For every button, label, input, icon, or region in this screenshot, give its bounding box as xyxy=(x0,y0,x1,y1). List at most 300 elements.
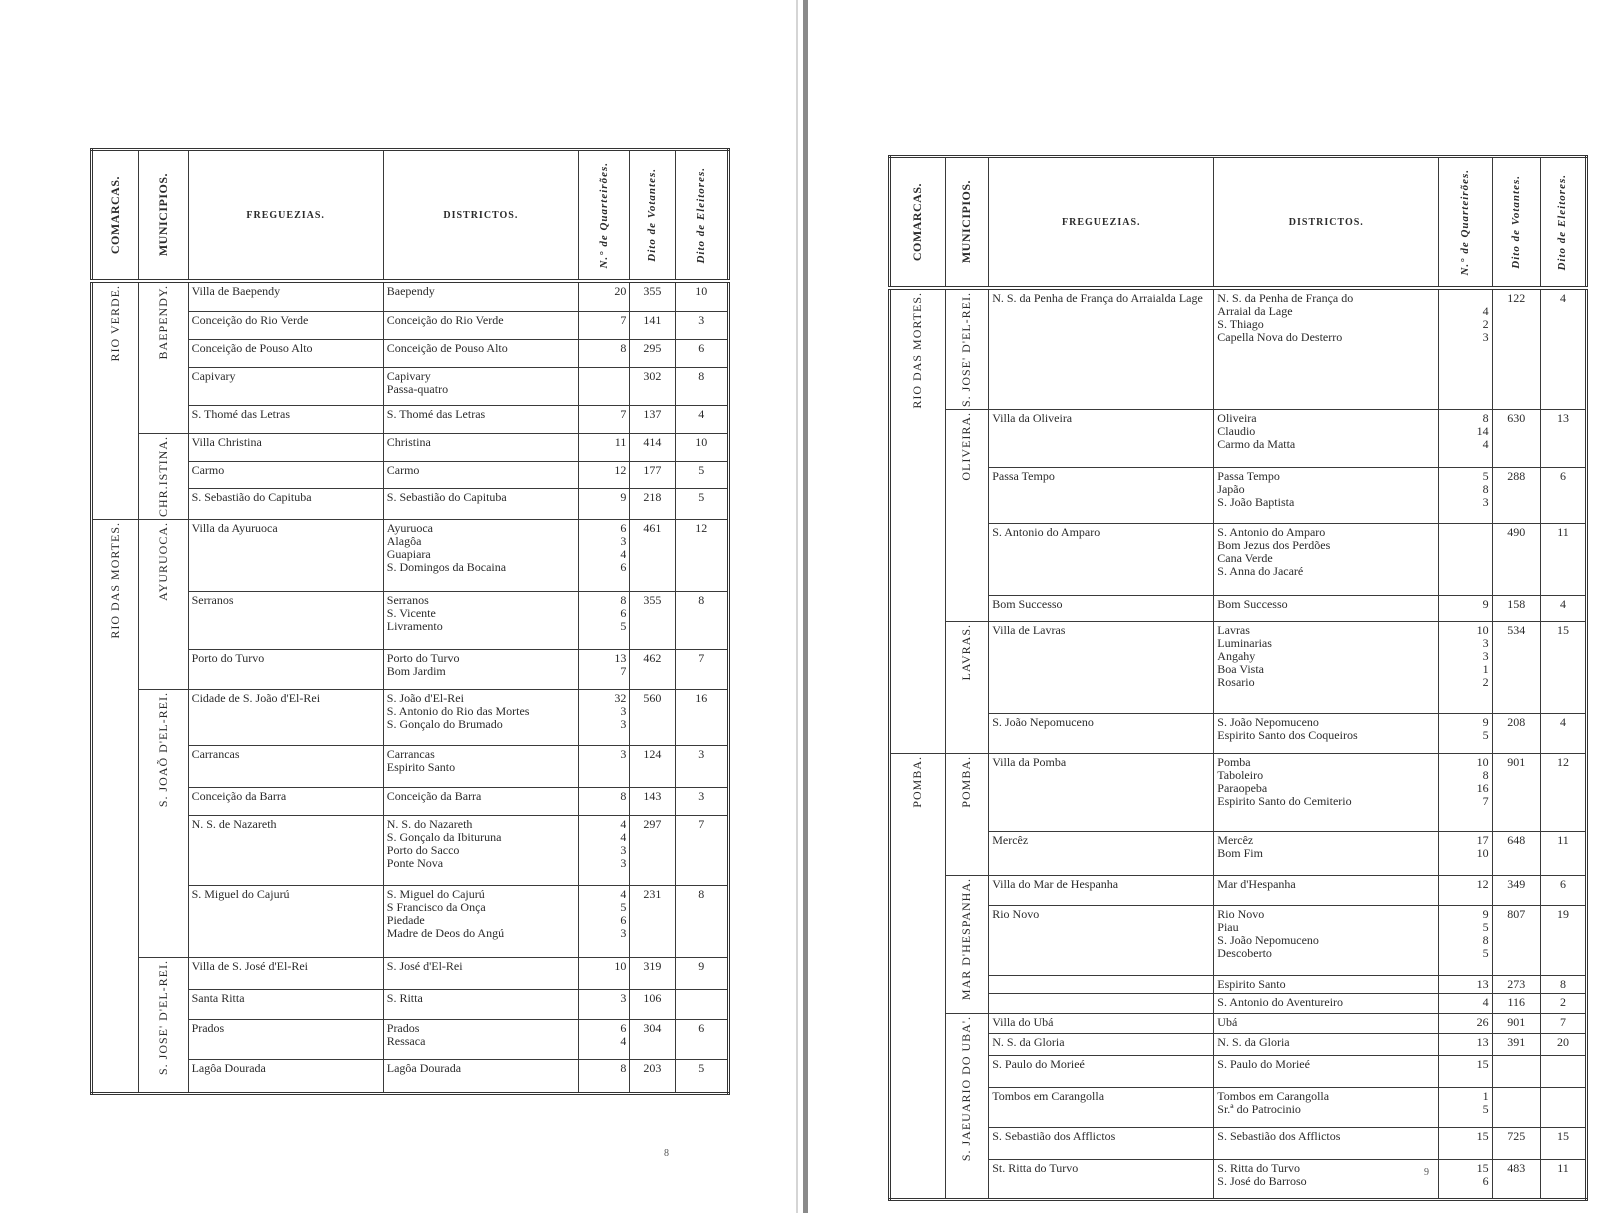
freguezia-name: Villa do Mar de Hespanha xyxy=(992,877,1119,891)
quarteiroes-header: N.° de Quarteirões. xyxy=(578,150,629,282)
quarteiroes-cell xyxy=(1439,1160,1492,1200)
districto-name: Angahy xyxy=(1217,650,1256,663)
table-row xyxy=(92,689,729,745)
comarca-label: POMBA. xyxy=(910,756,925,808)
quarteiroes-cell xyxy=(1439,976,1492,994)
votantes-cell: 218 xyxy=(630,488,675,519)
districto-name: Carrancas xyxy=(386,747,435,761)
eleitores-cell: 5 xyxy=(675,462,728,489)
votantes-cell xyxy=(1492,1088,1540,1128)
table-row xyxy=(92,519,729,591)
districtos-cell xyxy=(383,815,578,885)
freguezia-name: Passa Tempo xyxy=(992,469,1055,483)
freguezia-cell xyxy=(989,410,1214,468)
freguezia-cell xyxy=(188,405,383,433)
quarteiroes-value: 7 xyxy=(620,313,627,327)
freguezia-name: Santa Ritta xyxy=(191,990,245,1005)
quarteiroes-value: 26 xyxy=(1476,1016,1489,1029)
votantes-cell: 295 xyxy=(630,339,675,367)
table-row xyxy=(92,957,729,989)
districtos-cell xyxy=(1214,906,1439,976)
table-row xyxy=(890,1088,1587,1128)
freguezia-name: Porto do Turvo xyxy=(191,650,265,665)
quarteiroes-value: 4 xyxy=(620,547,627,561)
municipio-label: S. JAEUARIO DO UBA'. xyxy=(959,1016,974,1162)
eleitores-cell: 8 xyxy=(1540,976,1586,994)
districto-name: Lavras xyxy=(1217,624,1250,637)
municipio-label: OLIVEIRA. xyxy=(959,412,974,481)
table-row xyxy=(890,714,1587,754)
freguezia-cell xyxy=(188,339,383,367)
districto-name: Alagôa xyxy=(386,534,422,548)
right-header-row xyxy=(890,157,1587,289)
left-ledger-body xyxy=(92,281,729,1093)
quarteiroes-cell xyxy=(1439,754,1492,832)
districtos-header: DISTRICTOS. xyxy=(1214,157,1439,289)
right-page xyxy=(888,155,1588,1188)
freguezia-cell xyxy=(989,288,1214,410)
table-row xyxy=(890,1160,1587,1200)
votantes-cell: 461 xyxy=(630,519,675,591)
table-row xyxy=(890,1014,1587,1034)
districto-name: Japão xyxy=(1217,483,1245,496)
votantes-header: Dito de Votantes. xyxy=(630,150,675,282)
districto-name: Claudio xyxy=(1217,425,1256,438)
quarteiroes-value: 11 xyxy=(614,435,627,449)
table-row xyxy=(92,281,729,311)
freguezia-name: S. Sebastião dos Afflictos xyxy=(992,1129,1116,1143)
districtos-cell xyxy=(383,462,578,489)
quarteiroes-value: 13 xyxy=(614,651,627,665)
districtos-cell xyxy=(1214,1056,1439,1088)
table-row xyxy=(890,976,1587,994)
districto-name: S. João Baptista xyxy=(1217,496,1295,509)
eleitores-cell xyxy=(1540,1088,1586,1128)
table-row xyxy=(92,433,729,462)
votantes-cell: 297 xyxy=(630,815,675,885)
table-row xyxy=(890,994,1587,1014)
districto-name: N. S. da Penha de França do xyxy=(1217,292,1354,305)
districto-name: Espirito Santo xyxy=(386,760,456,774)
quarteiroes-value: 5 xyxy=(1482,1103,1489,1116)
quarteiroes-cell xyxy=(578,339,629,367)
quarteiroes-value: 7 xyxy=(620,664,627,678)
votantes-cell: 124 xyxy=(630,745,675,787)
freguezia-cell xyxy=(989,1160,1214,1200)
districtos-cell xyxy=(383,519,578,591)
quarteiroes-value: 3 xyxy=(1482,496,1489,509)
freguezia-name: Cidade de S. João d'El-Rei xyxy=(191,690,321,705)
districtos-cell xyxy=(383,1019,578,1059)
quarteiroes-cell xyxy=(1439,468,1492,524)
quarteiroes-value: 16 xyxy=(1476,782,1489,795)
districtos-cell xyxy=(383,649,578,689)
districto-name: S. José do Barroso xyxy=(1217,1175,1307,1188)
districtos-cell xyxy=(1214,1128,1439,1160)
table-row xyxy=(890,1128,1587,1160)
districto-name: Christina xyxy=(386,435,431,449)
eleitores-cell: 7 xyxy=(1540,1014,1586,1034)
freguezia-cell xyxy=(989,622,1214,714)
votantes-cell: 106 xyxy=(630,989,675,1019)
votantes-cell: 483 xyxy=(1492,1160,1540,1200)
freguezia-cell xyxy=(989,1014,1214,1034)
comarca-cell xyxy=(890,754,946,1200)
votantes-cell: 288 xyxy=(1492,468,1540,524)
districtos-cell xyxy=(383,367,578,405)
table-row xyxy=(890,622,1587,714)
municipio-cell xyxy=(945,876,989,1014)
districto-name: Ponte Nova xyxy=(386,856,444,870)
districtos-cell xyxy=(1214,994,1439,1014)
freguezia-cell xyxy=(989,876,1214,906)
freguezia-name: Conceição de Pouso Alto xyxy=(191,340,313,355)
districto-name: S. Gonçalo do Brumado xyxy=(386,717,503,731)
votantes-cell: 158 xyxy=(1492,596,1540,622)
eleitores-header: Dito de Eleitores. xyxy=(1540,157,1586,289)
eleitores-cell: 3 xyxy=(675,745,728,787)
districto-name: S. Vicente xyxy=(386,606,436,620)
quarteiroes-value: 3 xyxy=(620,856,627,870)
quarteiroes-cell xyxy=(578,815,629,885)
quarteiroes-value: 10 xyxy=(1476,756,1489,769)
table-row xyxy=(890,524,1587,596)
districto-name: Rosario xyxy=(1217,676,1255,689)
votantes-cell: 208 xyxy=(1492,714,1540,754)
freguezia-cell xyxy=(188,519,383,591)
freguezia-cell xyxy=(989,1128,1214,1160)
freguezia-cell xyxy=(188,689,383,745)
districto-name: Espirito Santo dos Coqueiros xyxy=(1217,729,1358,742)
freguezia-cell xyxy=(989,832,1214,876)
quarteiroes-value: 6 xyxy=(620,521,627,535)
freguezia-cell xyxy=(188,281,383,311)
municipio-label: BAEPENDY. xyxy=(155,285,170,360)
quarteiroes-cell xyxy=(1439,1056,1492,1088)
quarteiroes-value: 5 xyxy=(620,900,627,914)
votantes-cell: 725 xyxy=(1492,1128,1540,1160)
quarteiroes-value: 7 xyxy=(1482,795,1489,808)
votantes-cell: 560 xyxy=(630,689,675,745)
districtos-header: DISTRICTOS. xyxy=(383,150,578,282)
freguezia-cell xyxy=(188,885,383,957)
districtos-cell xyxy=(383,281,578,311)
districto-name: Ressaca xyxy=(386,1034,426,1048)
freguezia-cell xyxy=(989,468,1214,524)
quarteiroes-value: 10 xyxy=(1476,847,1489,860)
votantes-cell: 355 xyxy=(630,591,675,649)
freguezia-cell xyxy=(188,649,383,689)
freguezia-name: Villa de Lavras xyxy=(992,623,1066,637)
districtos-cell xyxy=(1214,876,1439,906)
freguezia-name: S. Antonio do Amparo xyxy=(992,525,1101,539)
quarteiroes-value: 5 xyxy=(1482,470,1489,483)
freguezia-name: Villa da Oliveira xyxy=(992,411,1073,425)
districto-name: Capivary xyxy=(386,369,431,383)
quarteiroes-value: 9 xyxy=(1482,908,1489,921)
votantes-cell: 137 xyxy=(630,405,675,433)
municipio-label: S. JOSE' D'EL-REI. xyxy=(959,292,974,407)
quarteiroes-value: 10 xyxy=(1476,624,1489,637)
quarteiroes-value: 8 xyxy=(620,789,627,803)
districtos-cell xyxy=(383,339,578,367)
votantes-cell xyxy=(1492,1056,1540,1088)
left-header-row xyxy=(92,150,729,282)
quarteiroes-cell xyxy=(578,405,629,433)
districto-name: S. João Nepomuceno xyxy=(1217,716,1319,729)
votantes-cell: 143 xyxy=(630,787,675,815)
page-number: 8 xyxy=(664,1148,669,1159)
quarteiroes-cell xyxy=(578,281,629,311)
comarca-cell xyxy=(92,519,139,1093)
table-row xyxy=(890,876,1587,906)
freguezia-cell xyxy=(989,524,1214,596)
quarteiroes-value: 3 xyxy=(620,843,627,857)
freguezia-name: Mercêz xyxy=(992,833,1029,847)
votantes-cell: 414 xyxy=(630,433,675,462)
quarteiroes-value: 5 xyxy=(620,619,627,633)
districto-name: Bom Successo xyxy=(1217,598,1288,611)
comarca-label: RIO DAS MORTES. xyxy=(910,292,925,409)
votantes-cell: 391 xyxy=(1492,1034,1540,1056)
districto-name: Conceição de Pouso Alto xyxy=(386,341,508,355)
municipio-cell xyxy=(139,519,188,689)
quarteiroes-cell xyxy=(1439,876,1492,906)
quarteiroes-value: 3 xyxy=(620,747,627,761)
table-row xyxy=(890,754,1587,832)
eleitores-cell: 13 xyxy=(1540,410,1586,468)
eleitores-cell: 12 xyxy=(675,519,728,591)
eleitores-cell: 7 xyxy=(675,649,728,689)
quarteiroes-cell xyxy=(1439,524,1492,596)
eleitores-cell: 6 xyxy=(675,1019,728,1059)
freguezia-cell xyxy=(188,311,383,339)
quarteiroes-value: 4 xyxy=(620,887,627,901)
votantes-cell: 349 xyxy=(1492,876,1540,906)
freguezia-cell xyxy=(989,1056,1214,1088)
eleitores-cell: 6 xyxy=(1540,876,1586,906)
districto-name: Conceição do Rio Verde xyxy=(386,313,504,327)
districto-name: Arraial da Lage xyxy=(1217,305,1293,318)
quarteiroes-value: 6 xyxy=(620,913,627,927)
districtos-cell xyxy=(383,311,578,339)
municipio-label: LAVRAS. xyxy=(959,624,974,681)
freguezia-name: St. Ritta do Turvo xyxy=(992,1161,1079,1175)
municipio-cell xyxy=(945,754,989,876)
freguezia-name: Tombos em Carangolla xyxy=(992,1089,1105,1103)
quarteiroes-cell xyxy=(578,689,629,745)
quarteiroes-value: 4 xyxy=(1482,305,1489,318)
freguezia-cell xyxy=(188,488,383,519)
districto-name: Guapiara xyxy=(386,547,431,561)
table-row xyxy=(890,468,1587,524)
freguezia-name: Prados xyxy=(191,1020,225,1035)
freguezia-cell xyxy=(989,976,1214,994)
quarteiroes-value: 6 xyxy=(620,606,627,620)
municipios-header: MUNICIPIOS. xyxy=(945,157,989,289)
votantes-cell: 231 xyxy=(630,885,675,957)
districto-name: Pomba xyxy=(1217,756,1251,769)
quarteiroes-cell xyxy=(578,367,629,405)
quarteiroes-value: 4 xyxy=(1482,996,1489,1009)
quarteiroes-value: 10 xyxy=(614,959,627,973)
eleitores-cell: 19 xyxy=(1540,906,1586,976)
quarteiroes-value: 5 xyxy=(1482,947,1489,960)
freguezia-cell xyxy=(188,591,383,649)
freguezia-name: Serranos xyxy=(191,592,234,607)
districto-name: Boa Vista xyxy=(1217,663,1265,676)
freguezia-name: S. Thomé das Letras xyxy=(191,406,290,421)
quarteiroes-value: 3 xyxy=(1482,650,1489,663)
eleitores-cell: 6 xyxy=(1540,468,1586,524)
districto-name: S. Thomé das Letras xyxy=(386,407,486,421)
freguezia-cell xyxy=(989,596,1214,622)
votantes-cell: 490 xyxy=(1492,524,1540,596)
quarteiroes-value: 13 xyxy=(1476,1036,1489,1049)
quarteiroes-value: 4 xyxy=(620,817,627,831)
quarteiroes-value: 8 xyxy=(1482,483,1489,496)
districto-name: Passa-quatro xyxy=(386,382,449,396)
districto-name: S. Anna do Jacaré xyxy=(1217,565,1304,578)
districtos-cell xyxy=(1214,714,1439,754)
districto-name: Carmo xyxy=(386,464,420,478)
districto-name: Descoberto xyxy=(1217,947,1272,960)
districto-name: S. Domingos da Bocaina xyxy=(386,560,507,574)
districtos-cell xyxy=(383,1059,578,1093)
freguezia-cell xyxy=(188,1059,383,1093)
districtos-cell xyxy=(1214,410,1439,468)
freguezia-name: N. S. da Penha de França do Arraialda Lage xyxy=(992,291,1203,305)
districtos-cell xyxy=(1214,524,1439,596)
quarteiroes-cell xyxy=(578,433,629,462)
quarteiroes-value: 3 xyxy=(620,704,627,718)
quarteiroes-value: 9 xyxy=(620,490,627,504)
freguezia-cell xyxy=(989,1088,1214,1128)
districtos-cell xyxy=(383,885,578,957)
quarteiroes-value: 12 xyxy=(614,464,627,478)
quarteiroes-value: 3 xyxy=(620,991,627,1005)
quarteiroes-value: 17 xyxy=(1476,834,1489,847)
eleitores-cell: 9 xyxy=(675,957,728,989)
quarteiroes-value: 4 xyxy=(620,830,627,844)
districtos-cell xyxy=(383,488,578,519)
quarteiroes-cell xyxy=(578,649,629,689)
districto-name: N. S. da Gloria xyxy=(1217,1036,1290,1049)
quarteiroes-value: 15 xyxy=(1476,1058,1489,1071)
eleitores-cell: 11 xyxy=(1540,832,1586,876)
districto-name: Conceição da Barra xyxy=(386,789,482,803)
votantes-cell: 630 xyxy=(1492,410,1540,468)
freguezia-name: Villa da Ayuruoca xyxy=(191,520,278,535)
districto-name: Rio Novo xyxy=(1217,908,1265,921)
votantes-cell: 355 xyxy=(630,281,675,311)
districto-name: S. Antonio do Amparo xyxy=(1217,526,1326,539)
districto-name: Espirito Santo do Cemiterio xyxy=(1217,795,1352,808)
quarteiroes-value: 15 xyxy=(1476,1162,1489,1175)
municipio-cell xyxy=(139,433,188,519)
votantes-cell: 648 xyxy=(1492,832,1540,876)
eleitores-cell: 11 xyxy=(1540,1160,1586,1200)
quarteiroes-value: 5 xyxy=(1482,729,1489,742)
eleitores-cell: 12 xyxy=(1540,754,1586,832)
quarteiroes-value: 6 xyxy=(1482,1175,1489,1188)
districto-name: Ayuruoca xyxy=(386,521,433,535)
districto-name: Mercêz xyxy=(1217,834,1254,847)
votantes-cell: 534 xyxy=(1492,622,1540,714)
quarteiroes-cell xyxy=(578,488,629,519)
quarteiroes-cell xyxy=(578,591,629,649)
freguezia-cell xyxy=(188,462,383,489)
freguezia-name: Conceição da Barra xyxy=(191,788,287,803)
eleitores-cell: 11 xyxy=(1540,524,1586,596)
freguezia-cell xyxy=(188,957,383,989)
quarteiroes-value: 12 xyxy=(1476,878,1489,891)
quarteiroes-value: 7 xyxy=(620,407,627,421)
quarteiroes-value: 8 xyxy=(620,1061,627,1075)
districto-name: Piedade xyxy=(386,913,425,927)
table-row xyxy=(890,906,1587,976)
votantes-cell: 273 xyxy=(1492,976,1540,994)
municipio-cell xyxy=(139,957,188,1093)
freguezia-cell xyxy=(989,994,1214,1014)
quarteiroes-cell xyxy=(1439,832,1492,876)
districto-name: S. Gonçalo da Ibituruna xyxy=(386,830,502,844)
districto-name: Paraopeba xyxy=(1217,782,1268,795)
eleitores-cell: 4 xyxy=(1540,288,1586,410)
quarteiroes-header: N.° de Quarteirões. xyxy=(1439,157,1492,289)
freguezia-cell xyxy=(188,989,383,1019)
eleitores-cell: 8 xyxy=(675,885,728,957)
freguezia-cell xyxy=(188,787,383,815)
quarteiroes-value: 1 xyxy=(1482,663,1489,676)
quarteiroes-value: 14 xyxy=(1476,425,1489,438)
table-row xyxy=(890,596,1587,622)
freguezia-name: Villa Christina xyxy=(191,434,262,449)
comarca-label: RIO DAS MORTES. xyxy=(108,521,123,639)
districto-name: Prados xyxy=(386,1021,420,1035)
districtos-cell xyxy=(1214,468,1439,524)
eleitores-cell: 4 xyxy=(675,405,728,433)
districtos-cell xyxy=(383,689,578,745)
freguezia-name: S. Miguel do Cajurú xyxy=(191,886,290,901)
eleitores-cell xyxy=(1540,1056,1586,1088)
freguezia-cell xyxy=(188,815,383,885)
right-ledger-table xyxy=(888,155,1588,1201)
districto-name: Tombos em Carangolla xyxy=(1217,1090,1330,1103)
quarteiroes-cell xyxy=(578,519,629,591)
districto-name: Sr.ª do Patrocinio xyxy=(1217,1103,1301,1116)
eleitores-cell: 4 xyxy=(1540,714,1586,754)
freguezia-cell xyxy=(188,433,383,462)
table-row xyxy=(890,410,1587,468)
quarteiroes-value: 8 xyxy=(1482,769,1489,782)
districto-name: Bom Fim xyxy=(1217,847,1263,860)
votantes-cell: 319 xyxy=(630,957,675,989)
quarteiroes-value: 3 xyxy=(620,534,627,548)
municipios-header: MUNICIPIOS. xyxy=(139,150,188,282)
freguezia-name: N. S. da Gloria xyxy=(992,1035,1065,1049)
municipio-cell xyxy=(139,689,188,957)
municipio-cell xyxy=(139,281,188,433)
districto-name: Porto do Sacco xyxy=(386,843,460,857)
quarteiroes-cell xyxy=(578,989,629,1019)
left-page xyxy=(90,148,730,1158)
quarteiroes-value: 1 xyxy=(1482,1090,1489,1103)
districto-name: S. Sebastião dos Afflictos xyxy=(1217,1130,1341,1143)
table-row xyxy=(890,1056,1587,1088)
districtos-cell xyxy=(383,989,578,1019)
districto-name: Passa Tempo xyxy=(1217,470,1280,483)
